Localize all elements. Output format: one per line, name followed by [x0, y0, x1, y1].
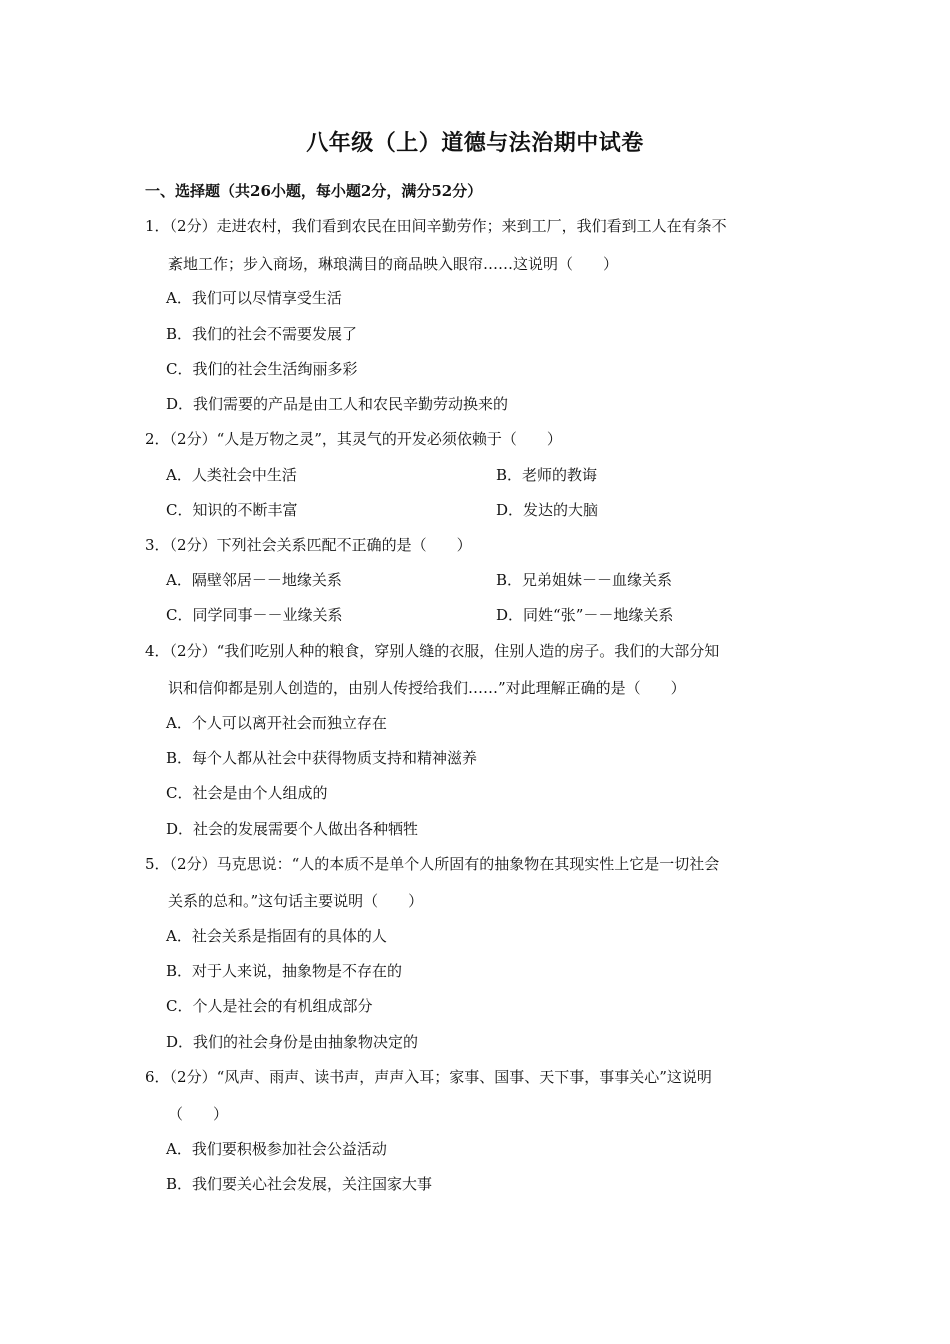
question-3-option-d: D．同姓“张”－－地缘关系: [496, 606, 674, 624]
question-3-option-a: A．隔壁邻居－－地缘关系: [166, 571, 342, 589]
question-1-option-d: D．我们需要的产品是由工人和农民辛勤劳动换来的: [166, 395, 509, 413]
question-5-option-d: D．我们的社会身份是由抽象物决定的: [166, 1033, 419, 1051]
question-1-line-1: 1．（2分）走进农村，我们看到农民在田间辛勤劳作；来到工厂，我们看到工人在有条不: [145, 217, 727, 235]
question-4-option-b: B．每个人都从社会中获得物质支持和精神滋养: [166, 749, 478, 767]
question-3-option-c: C．同学同事－－业缘关系: [166, 606, 343, 624]
question-5-line-2: 关系的总和。”这句话主要说明（ ）: [168, 892, 424, 910]
question-4-option-d: D．社会的发展需要个人做出各种牺牲: [166, 820, 419, 838]
question-5-option-c: C．个人是社会的有机组成部分: [166, 997, 373, 1015]
section-heading: 一、选择题（共26小题，每小题2分，满分52分）: [145, 182, 483, 200]
question-1-option-b: B．我们的社会不需要发展了: [166, 325, 358, 343]
question-2-line-1: 2．（2分）“人是万物之灵”，其灵气的开发必须依赖于（ ）: [145, 430, 562, 448]
question-2-option-d: D．发达的大脑: [496, 501, 599, 519]
question-1-option-a: A．我们可以尽情享受生活: [166, 289, 342, 307]
question-5-option-b: B．对于人来说，抽象物是不存在的: [166, 962, 403, 980]
question-5-option-a: A．社会关系是指固有的具体的人: [166, 927, 387, 945]
question-4-option-c: C．社会是由个人组成的: [166, 784, 328, 802]
question-4-option-a: A．个人可以离开社会而独立存在: [166, 714, 387, 732]
page-title: 八年级（上）道德与法治期中试卷: [306, 130, 644, 156]
question-3-line-1: 3．（2分）下列社会关系匹配不正确的是（ ）: [145, 536, 472, 554]
question-2-option-b: B．老师的教诲: [496, 466, 598, 484]
question-6-option-b: B．我们要关心社会发展，关注国家大事: [166, 1175, 433, 1193]
question-4-line-2: 识和信仰都是别人创造的，由别人传授给我们……”对此理解正确的是（ ）: [168, 679, 686, 697]
question-5-line-1: 5．（2分）马克思说：“人的本质不是单个人所固有的抽象物在其现实性上它是一切社会: [145, 855, 720, 873]
question-4-line-1: 4．（2分）“我们吃别人种的粮食，穿别人缝的衣服，住别人造的房子。我们的大部分知: [145, 642, 720, 660]
question-1-line-2: 紊地工作；步入商场，琳琅满目的商品映入眼帘……这说明（ ）: [168, 255, 619, 273]
question-2-option-a: A．人类社会中生活: [166, 466, 297, 484]
question-6-line-2: （ ）: [168, 1105, 229, 1123]
question-2-option-c: C．知识的不断丰富: [166, 501, 298, 519]
question-3-option-b: B．兄弟姐妹－－血缘关系: [496, 571, 673, 589]
question-6-option-a: A．我们要积极参加社会公益活动: [166, 1140, 387, 1158]
question-1-option-c: C．我们的社会生活绚丽多彩: [166, 360, 358, 378]
question-6-line-1: 6．（2分）“风声、雨声、读书声，声声入耳；家事、国事、天下事，事事关心”这说明: [145, 1068, 712, 1086]
